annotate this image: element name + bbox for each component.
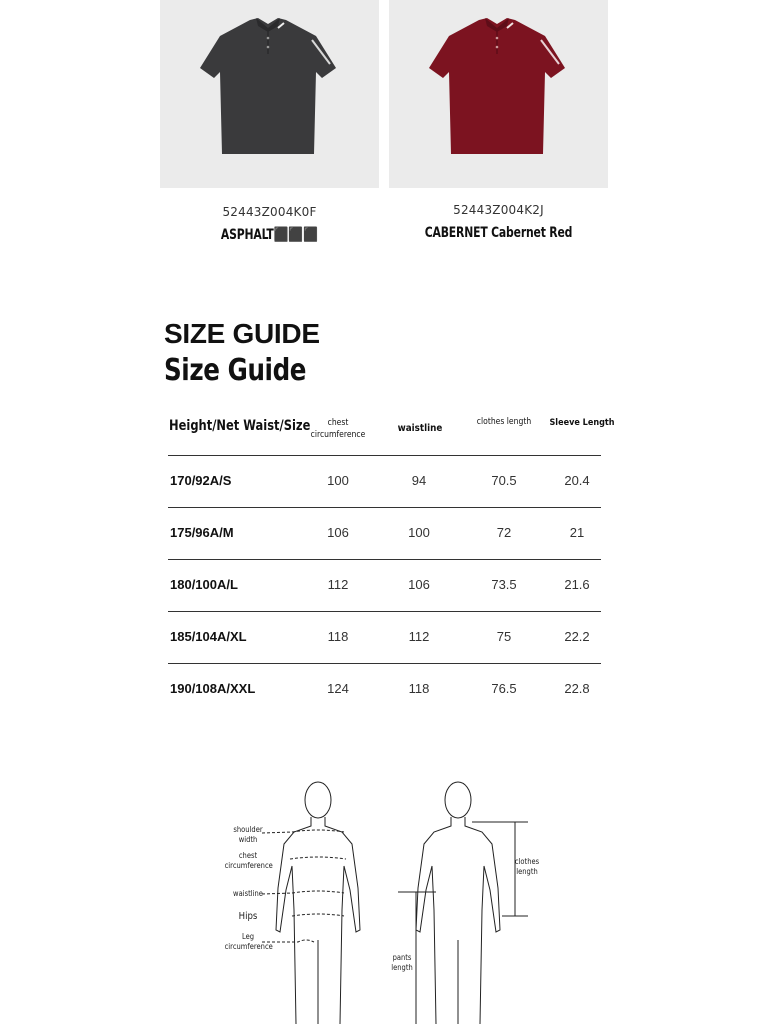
- size-table: [168, 405, 615, 715]
- product-sku: 52443Z004K2J: [453, 203, 544, 217]
- cell-sleeve: 22.2: [564, 629, 590, 644]
- cell-size: 175/96A/M: [170, 525, 234, 540]
- size-guide-subtitle: Size Guide: [164, 353, 307, 388]
- cell-sleeve: 21.6: [564, 577, 590, 592]
- cell-waist: 118: [408, 681, 430, 696]
- product-color-name: ASPHALT⬛⬛⬛: [220, 227, 319, 243]
- cell-length: 76.5: [491, 681, 517, 696]
- polo-shirt-icon: [198, 14, 338, 156]
- label-shoulder: shoulder width: [233, 825, 263, 844]
- product-card-cabernet[interactable]: [389, 0, 608, 241]
- label-pants: pants length: [391, 953, 413, 972]
- label-chest: chest circumference: [224, 851, 273, 870]
- table-header: [168, 405, 615, 455]
- header-length: clothes length: [476, 417, 532, 427]
- cell-length: 70.5: [491, 473, 517, 488]
- cell-size: 180/100A/L: [170, 577, 238, 592]
- cell-length: 73.5: [491, 577, 517, 592]
- cell-waist: 94: [411, 473, 427, 488]
- cell-length: 72: [496, 525, 512, 540]
- product-card-asphalt[interactable]: [160, 0, 379, 243]
- product-photo-cabernet[interactable]: [389, 0, 608, 188]
- cell-sleeve: 21: [569, 525, 585, 540]
- cell-chest: 112: [327, 577, 349, 592]
- cell-waist: 112: [408, 629, 430, 644]
- size-guide-title: SIZE GUIDE: [164, 318, 320, 349]
- product-sku: 52443Z004K0F: [222, 205, 317, 219]
- cell-waist: 100: [408, 525, 430, 540]
- label-clothes: clothes length: [514, 857, 540, 876]
- label-leg: Leg circumference: [224, 932, 273, 951]
- cell-size: 185/104A/XL: [170, 629, 247, 644]
- table-row: [168, 611, 601, 663]
- cell-size: 170/92A/S: [170, 473, 232, 488]
- product-photo-asphalt[interactable]: [160, 0, 379, 188]
- header-waist: waistline: [397, 423, 443, 434]
- polo-shirt-icon: [427, 14, 567, 156]
- cell-chest: 106: [327, 525, 349, 540]
- cell-sleeve: 22.8: [564, 681, 590, 696]
- table-row: [168, 663, 601, 715]
- cell-waist: 106: [408, 577, 430, 592]
- table-row: [168, 507, 601, 559]
- header-size: Height/Net Waist/Size: [169, 418, 311, 434]
- cell-length: 75: [496, 629, 512, 644]
- header-sleeve: Sleeve Length: [549, 418, 615, 428]
- label-hips: Hips: [238, 911, 258, 922]
- cell-sleeve: 20.4: [564, 473, 590, 488]
- cell-chest: 124: [327, 681, 349, 696]
- cell-chest: 100: [327, 473, 349, 488]
- cell-chest: 118: [327, 629, 349, 644]
- product-color-name: CABERNET Cabernet Red: [424, 225, 573, 241]
- cell-size: 190/108A/XXL: [170, 681, 256, 696]
- header-chest: chest circumference: [310, 418, 366, 440]
- label-waist: waistline: [233, 889, 263, 898]
- table-row: [168, 455, 601, 507]
- table-row: [168, 559, 601, 611]
